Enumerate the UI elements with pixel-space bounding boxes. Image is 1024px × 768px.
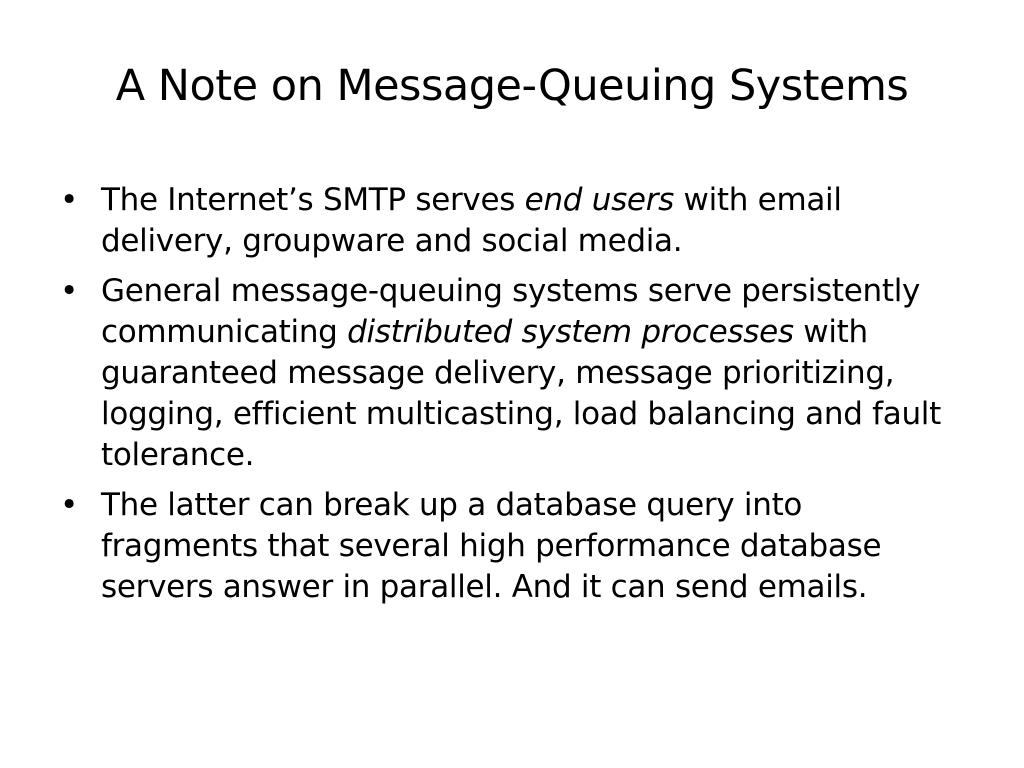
- bullet-list: [58, 180, 958, 617]
- bullet-text-segment: with email delivery, groupware and social media.: [101, 182, 842, 259]
- bullet-text-italic: end users: [524, 182, 674, 218]
- slide-title: A Note on Message-Queuing Systems: [115, 61, 909, 111]
- bullet-dot-icon: •: [60, 487, 78, 523]
- bullet-text-segment: General message-queuing systems serve persistently communicating: [101, 273, 921, 350]
- bullet-item: [58, 271, 958, 476]
- bullet-text-segment: The Internet’s SMTP serves: [101, 182, 525, 218]
- bullet-text-segment: The latter can break up a database query into fragments that several high performance database servers answer in parallel. And it can send emails.: [101, 487, 882, 605]
- bullet-item: [58, 180, 958, 262]
- bullet-item: [58, 485, 958, 608]
- bullet-text-italic: distributed system processes: [347, 314, 794, 350]
- bullet-dot-icon: •: [60, 273, 78, 309]
- bullet-dot-icon: •: [60, 182, 78, 218]
- bullet-text-segment: with guaranteed message delivery, message prioritizing, logging, efficient multicasting, load balancing and fault tolerance.: [101, 314, 941, 473]
